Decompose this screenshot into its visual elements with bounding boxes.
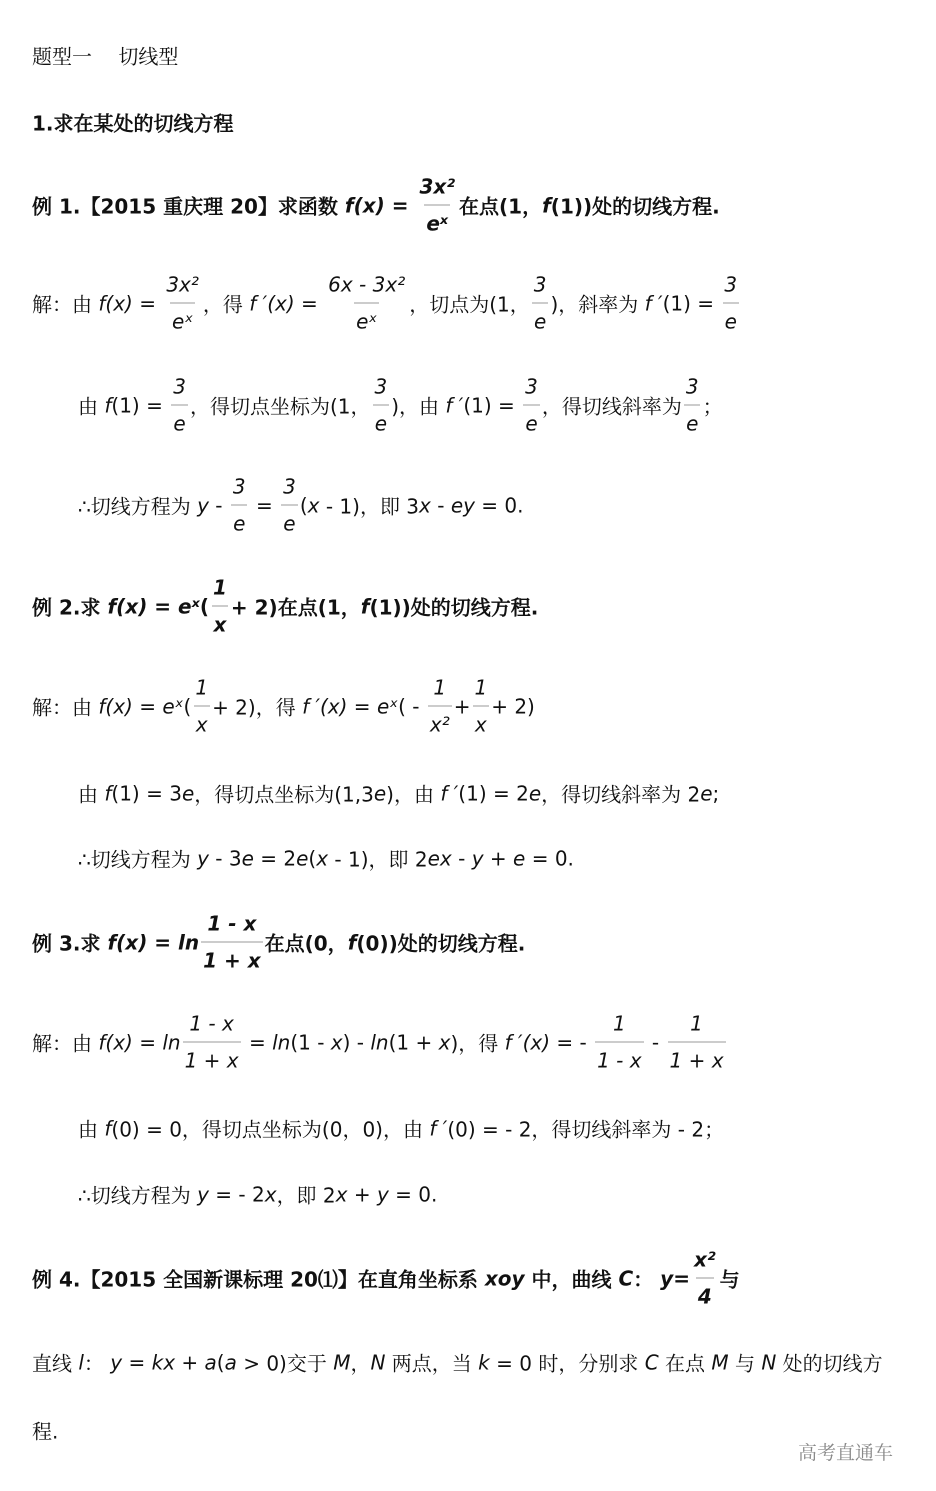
numerator: 3 (525, 374, 538, 399)
text-segment: (1))处的切线方程. (369, 595, 539, 620)
denominator: 1 - x (595, 1042, 644, 1071)
math-term: x (316, 846, 329, 870)
text-segment: ∴切线方程为 (78, 494, 198, 519)
text-line (32, 1348, 883, 1377)
text-segment: (0))处的切线方程. (356, 931, 526, 956)
math-term: l (78, 1350, 84, 1374)
fraction (372, 374, 389, 436)
numerator: 3 (374, 374, 388, 399)
math-term: f (104, 781, 112, 805)
text-segment: + (175, 1350, 205, 1374)
math-term: e (700, 781, 713, 805)
math-term: eˣ (178, 594, 200, 618)
numerator: 3x² (419, 174, 456, 199)
denominator: x (473, 706, 489, 735)
text-segment: 例 2.求 (32, 595, 108, 620)
math-term: e (528, 781, 542, 805)
text-segment: 例 4.【2015 全国新课标理 20⑴】在直角坐标系 (32, 1267, 485, 1292)
text-segment: 中，曲线 (524, 1267, 619, 1292)
text-segment: ，切点为(1， (409, 292, 530, 317)
text-line (78, 844, 574, 873)
text-segment: (1) = (463, 393, 522, 417)
text-segment: ) - (342, 1030, 371, 1054)
math-term: N (370, 1350, 386, 1374)
math-term: e (241, 846, 254, 870)
denominator: x (194, 706, 210, 735)
text-segment: = (122, 1350, 152, 1374)
text-segment: = (242, 1030, 273, 1054)
math-term: f(x) (98, 1030, 133, 1054)
text-line (32, 1416, 58, 1445)
math-term: a (204, 1350, 217, 1374)
text-segment: + 2)，得 (212, 695, 303, 720)
numerator: 6x - 3x² (328, 272, 406, 297)
text-segment: + (347, 1182, 377, 1206)
text-line (32, 272, 741, 334)
text-segment: ， (350, 1351, 371, 1376)
math-term: f(x) (344, 193, 385, 217)
fraction (595, 1011, 644, 1073)
text-segment: 在点(1， (459, 194, 543, 219)
text-segment: ： (83, 1351, 111, 1376)
text-segment: = (249, 493, 280, 517)
math-term: x (264, 1182, 277, 1206)
text-line (32, 1011, 728, 1073)
text-segment: ( (299, 493, 308, 517)
fraction (472, 675, 489, 737)
denominator: e (231, 505, 247, 534)
text-segment: = (132, 1030, 163, 1054)
numerator: 1 - x (189, 1011, 234, 1036)
text-segment: 两点，当 (385, 1351, 479, 1376)
text-segment: - 3 (208, 846, 242, 870)
text-line (32, 41, 178, 70)
denominator: e (684, 405, 700, 434)
math-term: xoy (484, 1266, 525, 1290)
text-segment: 处的切线方 (776, 1351, 883, 1376)
numerator: 1 (195, 675, 209, 700)
text-segment: 例 3.求 (32, 931, 108, 956)
text-segment: 在点(0， (264, 931, 348, 956)
math-term: C (644, 1350, 659, 1374)
math-term: k (478, 1350, 490, 1374)
denominator: eˣ (424, 205, 450, 234)
math-term: x (419, 493, 431, 517)
text-segment: ； (702, 394, 723, 419)
fraction (193, 675, 210, 737)
text-line (78, 374, 723, 436)
text-segment: ，即 2 (276, 1183, 336, 1208)
math-term: e (296, 846, 309, 870)
text-segment: > 0)交于 (236, 1351, 334, 1376)
text-segment: = 0. (474, 493, 524, 517)
denominator: e (723, 303, 739, 332)
text-segment: (0) = 0，得切点坐标为(0，0)，由 (111, 1117, 430, 1142)
text-segment: 1.求在某处的切线方程 (32, 111, 234, 136)
math-term: a (224, 1350, 237, 1374)
text-segment: ，得切线斜率为 (541, 394, 682, 419)
text-line (32, 174, 720, 236)
text-line (78, 1180, 437, 1209)
math-term: x (307, 493, 320, 517)
math-term: f(x) (98, 291, 133, 315)
denominator: eˣ (354, 303, 379, 332)
text-segment: (1 - (290, 1030, 331, 1054)
text-segment: 例 1.【2015 重庆理 20】求函数 (32, 194, 345, 219)
text-segment: - (645, 1030, 666, 1054)
denominator: 1 + x (668, 1042, 726, 1071)
text-line (32, 1247, 740, 1309)
text-segment: - (430, 493, 451, 517)
text-segment: (1))处的切线方程. (550, 194, 720, 219)
math-term: ln (162, 1030, 181, 1054)
numerator: 3 (533, 272, 547, 297)
text-segment: 由 (78, 782, 105, 807)
math-term: e (513, 846, 526, 870)
text-line (32, 575, 539, 637)
text-segment: ，得切点坐标为(1,3 (194, 782, 374, 807)
math-term: f ′ (440, 781, 459, 805)
text-segment: (1) = (662, 291, 721, 315)
numerator: 1 (213, 575, 227, 600)
text-line (32, 911, 526, 973)
math-term: y (471, 846, 484, 870)
text-segment: - 1)，即 3 (319, 494, 420, 519)
numerator: 3 (283, 474, 296, 499)
math-term: f(x) (98, 694, 133, 718)
numerator: 1 (690, 1011, 703, 1036)
text-line (32, 108, 234, 137)
numerator: 1 (612, 1011, 626, 1036)
math-term: eˣ (162, 694, 184, 718)
math-term: M (711, 1350, 729, 1374)
math-term: y (376, 1182, 389, 1206)
text-segment: ( (183, 694, 192, 718)
fraction (692, 1247, 718, 1309)
numerator: x² (693, 1247, 716, 1272)
text-segment: 直线 (32, 1351, 79, 1376)
text-segment: 解：由 (32, 1031, 99, 1056)
text-segment: 解：由 (32, 695, 99, 720)
text-segment: = (384, 193, 416, 217)
text-segment: = (347, 694, 377, 718)
text-segment: + (453, 694, 471, 718)
text-segment: + (483, 846, 514, 870)
text-segment: = (132, 291, 163, 315)
math-term: f (347, 930, 357, 954)
math-term: y (197, 846, 209, 870)
text-segment: ( (199, 594, 209, 618)
math-term: f (104, 393, 112, 417)
fraction (722, 272, 739, 334)
math-term: f (542, 193, 551, 217)
math-term: f ′ (644, 291, 663, 315)
numerator: 1 (474, 675, 488, 700)
numerator: 1 (433, 675, 447, 700)
math-term: f ′ (445, 393, 464, 417)
math-term: eˣ (376, 694, 399, 718)
numerator: 3 (232, 474, 246, 499)
text-segment: ; (712, 781, 720, 805)
math-term: x (438, 1030, 451, 1054)
math-term: f (360, 594, 370, 618)
denominator: e (281, 505, 297, 534)
math-term: f(x) (107, 594, 148, 618)
numerator: 3 (724, 272, 738, 297)
math-term: f ′(x) (302, 694, 348, 718)
text-segment: (1) = (111, 393, 170, 417)
text-segment: ，得切线斜率为 2 (541, 782, 701, 807)
math-term: e (181, 781, 195, 805)
denominator: x² (428, 706, 452, 735)
math-term: N (761, 1350, 777, 1374)
denominator: e (171, 405, 187, 434)
fraction (164, 272, 201, 334)
text-segment: 程. (32, 1419, 59, 1444)
text-segment: ( - (398, 694, 426, 718)
text-segment: = (294, 291, 325, 315)
text-segment: ( (308, 846, 317, 870)
fraction (684, 374, 701, 436)
text-segment: )，由 (386, 782, 441, 807)
text-segment: = 0 时，分别求 (489, 1351, 645, 1376)
numerator: 3 (173, 374, 186, 399)
text-segment: )，斜率为 (550, 292, 645, 317)
math-term: kx (151, 1350, 176, 1374)
text-line (78, 1114, 724, 1143)
fraction (231, 474, 248, 536)
text-segment: = (147, 930, 179, 954)
text-segment: = (132, 694, 163, 718)
fraction (523, 374, 540, 436)
text-segment: ： (633, 1267, 661, 1292)
math-term: y (197, 1182, 209, 1206)
text-segment: = - (550, 1030, 594, 1054)
math-term: ln (272, 1030, 291, 1054)
text-segment: 与 (719, 1267, 740, 1292)
text-segment: )，由 (391, 394, 446, 419)
text-segment: 由 (78, 394, 105, 419)
fraction (668, 1011, 726, 1073)
math-term: f (104, 1116, 112, 1140)
text-segment: - (451, 846, 472, 870)
text-segment: (1) = 2 (458, 781, 529, 805)
text-segment: = 0. (388, 1182, 438, 1206)
math-term: ln (178, 930, 200, 954)
math-term: y (110, 1350, 123, 1374)
denominator: eˣ (170, 303, 195, 332)
text-segment: ，得切点坐标为(1， (189, 394, 371, 419)
text-segment: - (208, 493, 229, 517)
math-term: y (197, 493, 209, 517)
denominator: x (212, 606, 229, 635)
denominator: e (532, 303, 548, 332)
fraction (211, 575, 229, 637)
fraction (183, 1011, 241, 1073)
text-segment: + 2) (491, 694, 535, 718)
text-line (78, 474, 524, 536)
text-segment: 与 (728, 1351, 762, 1376)
text-segment: = (673, 1266, 690, 1290)
numerator: 3x² (166, 272, 199, 297)
text-segment: ( (216, 1350, 225, 1374)
fraction (532, 272, 549, 334)
fraction (281, 474, 298, 536)
math-term: ex (427, 846, 452, 870)
math-term: C (618, 1266, 634, 1290)
fraction (201, 911, 263, 973)
text-segment: ，得 (202, 292, 250, 317)
math-term: e (373, 781, 387, 805)
text-segment: 题型一 切线型 (32, 44, 179, 69)
text-segment: ∴切线方程为 (78, 847, 198, 872)
math-term: ey (450, 493, 475, 517)
text-segment: = 2 (253, 846, 297, 870)
text-segment: 在点 (658, 1351, 712, 1376)
math-term: x (330, 1030, 343, 1054)
fraction (428, 675, 452, 737)
denominator: e (373, 405, 389, 434)
math-term: y (660, 1266, 674, 1290)
text-segment: - 1)，即 2 (328, 847, 428, 872)
text-segment: 由 (78, 1117, 105, 1142)
text-segment: )，得 (450, 1031, 505, 1056)
math-term: f ′(x) (249, 291, 295, 315)
denominator: e (523, 405, 539, 434)
text-line (32, 675, 535, 737)
text-segment: (0) = - 2，得切线斜率为 - 2； (447, 1117, 725, 1142)
math-term: f(x) (107, 930, 148, 954)
denominator: 1 + x (183, 1042, 241, 1071)
fraction (171, 374, 188, 436)
text-segment: = (147, 594, 179, 618)
denominator: 1 + x (201, 942, 263, 971)
text-segment: = 0. (525, 846, 574, 870)
text-segment: ∴切线方程为 (78, 1183, 198, 1208)
text-line (78, 779, 719, 808)
math-term: f ′(x) (504, 1030, 551, 1054)
watermark: 高考直通车 (798, 1442, 894, 1464)
math-term: ln (370, 1030, 389, 1054)
text-segment: 解：由 (32, 292, 99, 317)
math-term: x (335, 1182, 348, 1206)
denominator: 4 (696, 1278, 714, 1307)
numerator: 3 (685, 374, 699, 399)
fraction (417, 174, 457, 236)
math-term: M (333, 1350, 351, 1374)
text-segment: (1) = 3 (111, 781, 182, 805)
fraction (326, 272, 407, 334)
text-segment: + 2)在点(1， (230, 595, 361, 620)
text-segment: (1 + (388, 1030, 439, 1054)
numerator: 1 - x (207, 911, 257, 936)
text-segment: = - 2 (208, 1182, 265, 1206)
math-term: f ′ (429, 1116, 448, 1140)
